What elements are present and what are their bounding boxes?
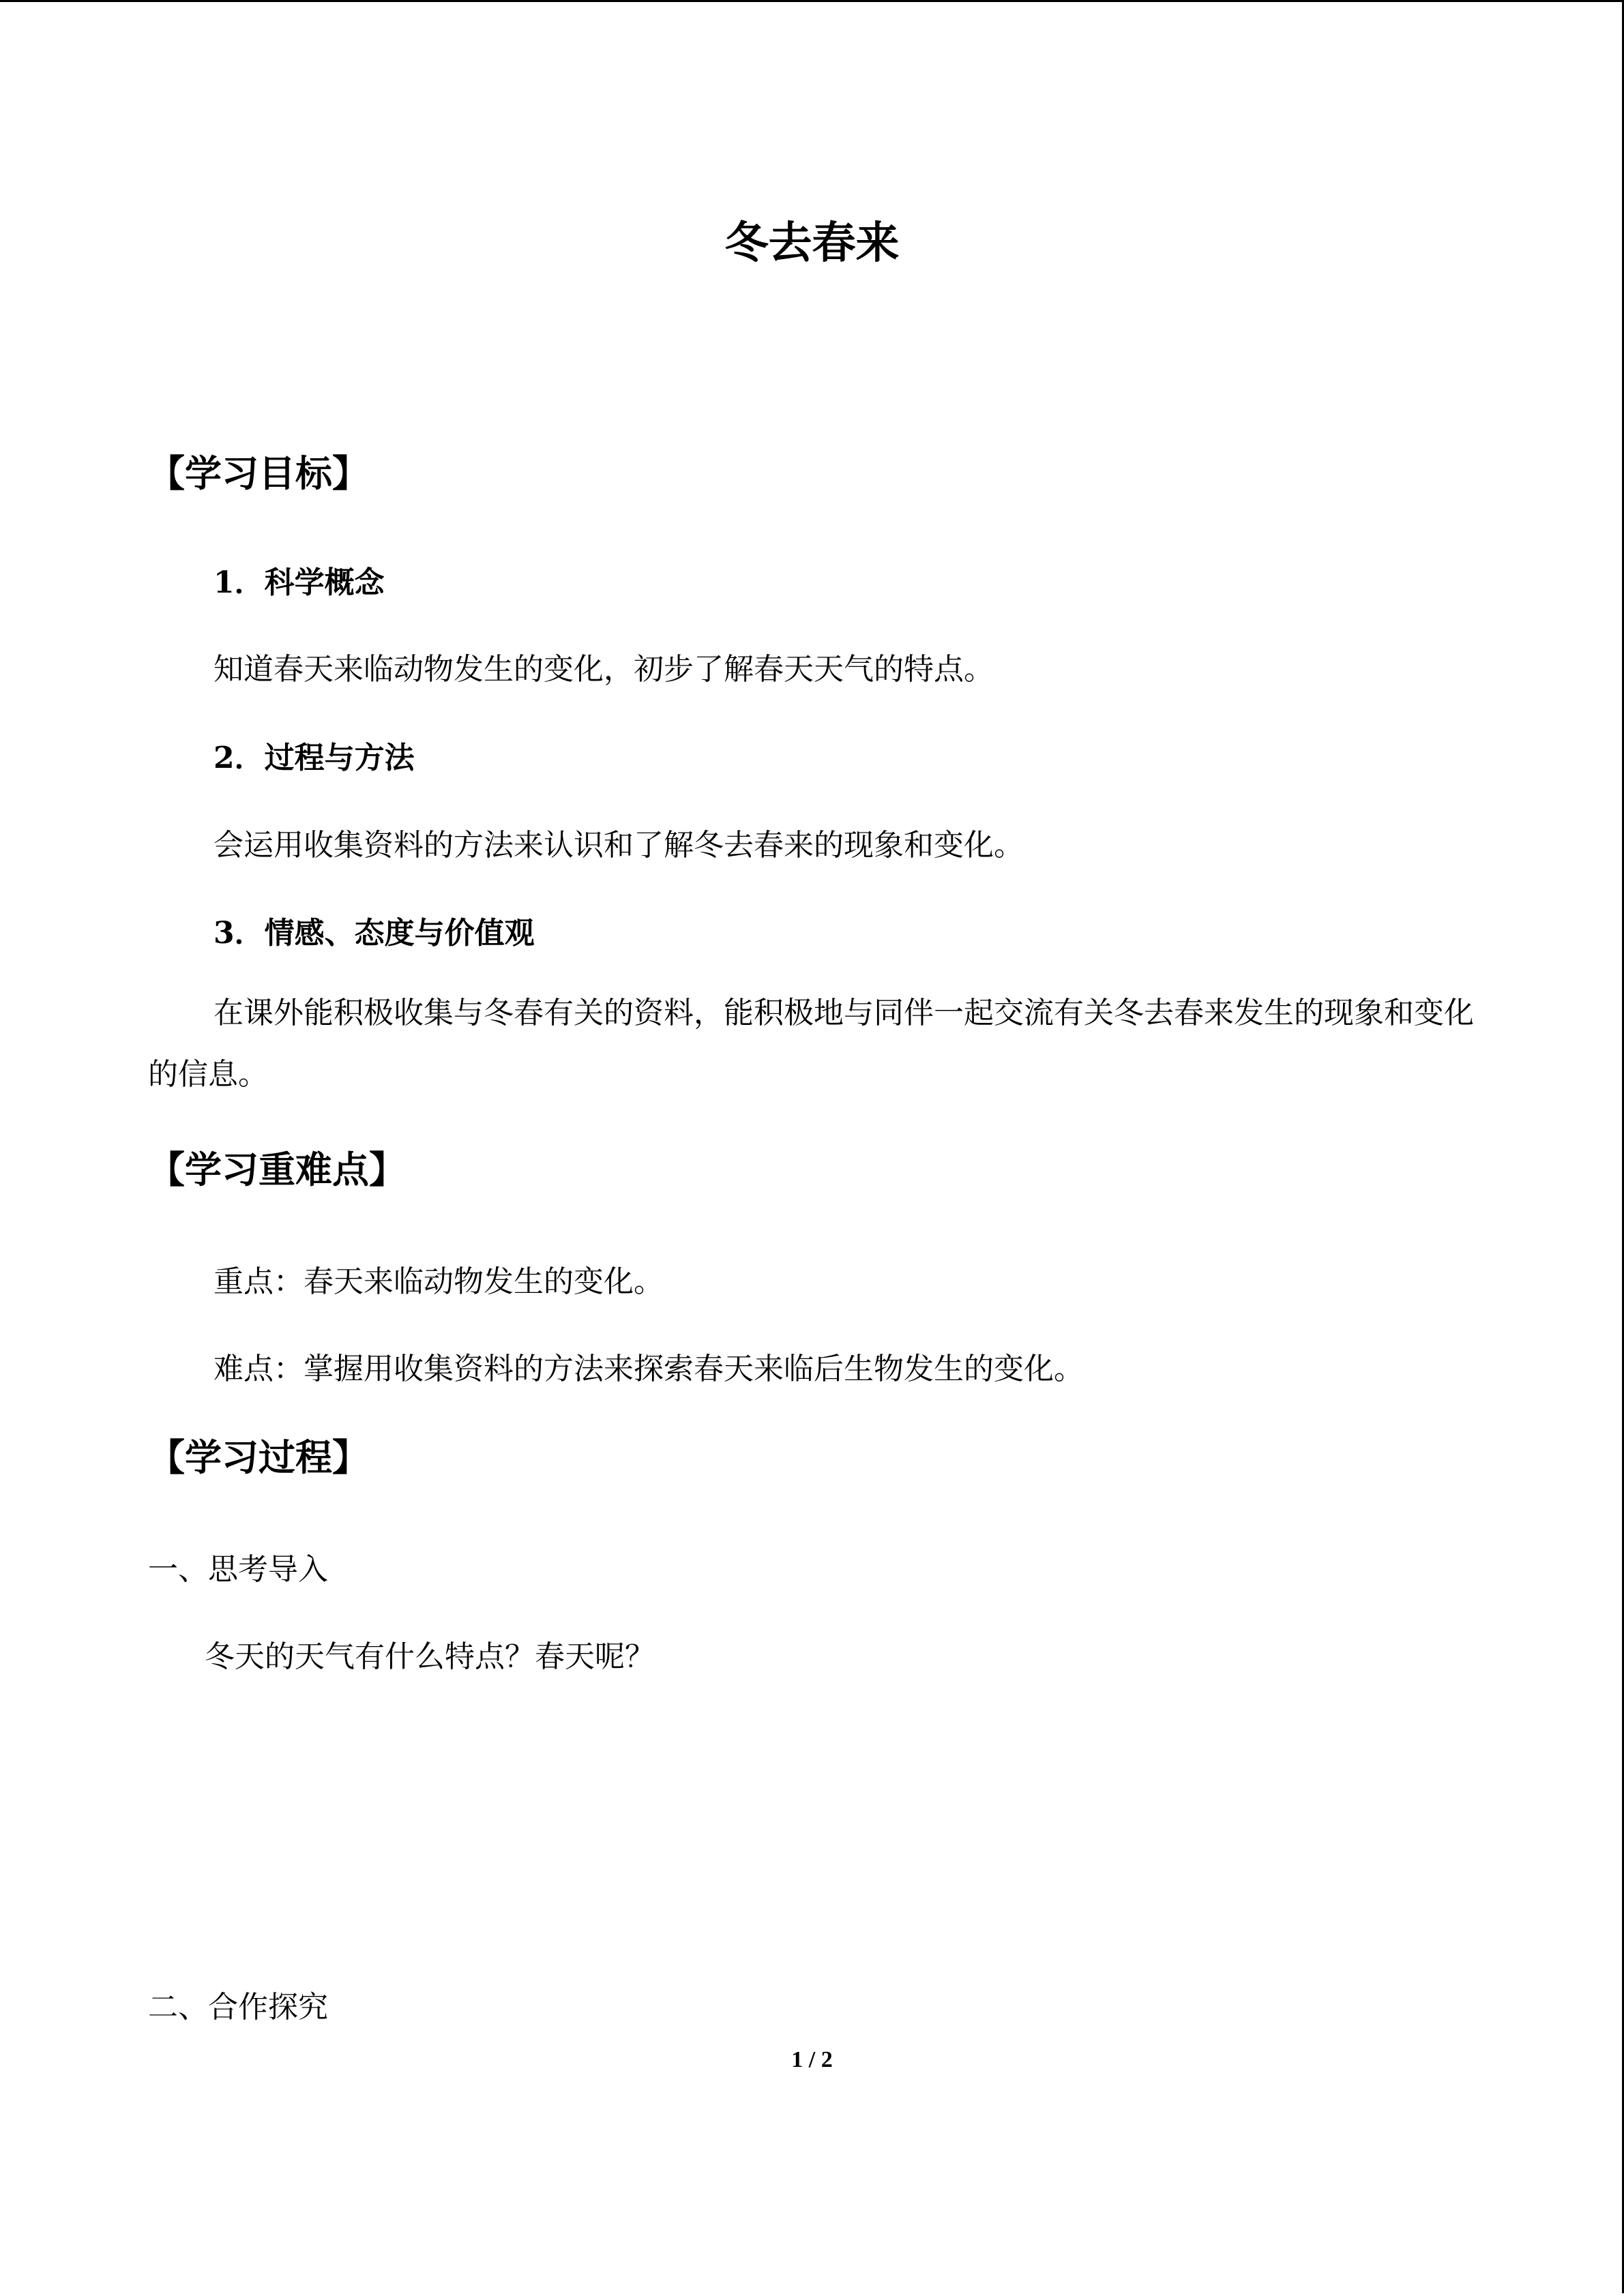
goal-item-3-text: 在课外能积极收集与冬春有关的资料，能积极地与同伴一起交流有关冬去春来发生的现象和变化的信息。 [148, 996, 1474, 1092]
process-step-2-heading: 二、合作探究 [148, 1990, 328, 2025]
document-title: 冬去春来 [724, 218, 900, 269]
process-step-1-question: 冬天的天气有什么特点？春天呢？ [205, 1639, 655, 1674]
process-step-1-heading: 一、思考导入 [148, 1552, 328, 1587]
goal-item-2-heading: 2．过程与方法 [213, 741, 415, 775]
key-point-focus: 重点：春天来临动物发生的变化。 [213, 1264, 664, 1299]
goal-item-3-heading: 3．情感、态度与价值观 [213, 916, 535, 951]
page-number: 1 / 2 [791, 2047, 833, 2072]
section-heading-key-points: 【学习重难点】 [148, 1148, 406, 1191]
section-heading-goals: 【学习目标】 [148, 451, 369, 495]
goal-item-2-text: 会运用收集资料的方法来认识和了解冬去春来的现象和变化。 [213, 828, 1024, 863]
section-heading-process: 【学习过程】 [148, 1435, 369, 1479]
goal-item-1-heading: 1．科学概念 [213, 565, 385, 600]
key-point-difficulty: 难点：掌握用收集资料的方法来探索春天来临后生物发生的变化。 [213, 1352, 1084, 1386]
goal-item-1-text: 知道春天来临动物发生的变化，初步了解春天天气的特点。 [213, 652, 994, 687]
